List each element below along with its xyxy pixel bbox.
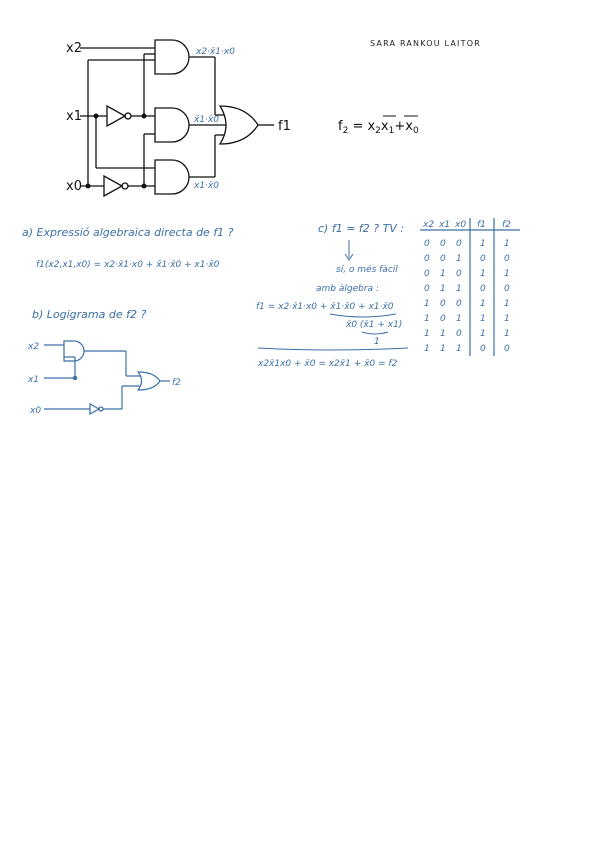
part-a-answer: f1(x2,x1,x0) = x2·x̄1·x0 + x̄1·x̄0 + x1·x̄0 [36, 260, 220, 270]
input-x1-label: x1 [66, 109, 82, 124]
part-c-algebra-line-1: f1 = x2·x̄1·x0 + x̄1·x̄0 + x1·x̄0 [256, 302, 394, 312]
truth-table-cell: 0 [456, 239, 462, 249]
truth-table-row [424, 254, 510, 264]
truth-table-cell: 0 [504, 284, 510, 294]
logigram-junction [73, 376, 77, 380]
truth-table-cell: 0 [440, 239, 446, 249]
truth-table-body [424, 239, 510, 354]
truth-table-header-cell: f2 [502, 220, 511, 230]
underbrace-1 [330, 314, 396, 317]
truth-table-cell: 1 [424, 314, 430, 324]
truth-table-header-cell: f1 [477, 220, 486, 230]
gate-1-annotation: x2·x̄1·x0 [196, 47, 235, 57]
logigram-input-x0: x0 [30, 406, 42, 416]
truth-table-cell: 1 [480, 269, 486, 279]
logigram-and-gate [64, 341, 84, 361]
and-gate-2 [155, 108, 189, 142]
and-gate-3 [155, 160, 189, 194]
truth-table-cell: 0 [424, 239, 430, 249]
truth-table-cell: 0 [424, 254, 430, 264]
circuit-diagram [80, 40, 274, 196]
truth-table-cell: 1 [480, 329, 486, 339]
truth-table-cell: 1 [456, 314, 462, 324]
truth-table-header-cell: x0 [455, 220, 467, 230]
gate-annotations [193, 47, 235, 191]
part-c-algebra-line-2: x̄0 (x̄1 + x1) [346, 320, 403, 330]
truth-table-cell: 1 [504, 314, 510, 324]
part-c-note-2: amb àlgebra : [316, 284, 379, 294]
not-gate-x0 [104, 176, 122, 196]
truth-table-cell: 0 [504, 254, 510, 264]
not-gate-x1 [107, 106, 125, 126]
truth-table-cell: 0 [504, 344, 510, 354]
truth-table-cell: 0 [440, 299, 446, 309]
truth-table-cell: 1 [440, 284, 446, 294]
truth-table-cell: 1 [504, 239, 510, 249]
circuit-labels [66, 41, 291, 194]
logigram-input-x2: x2 [28, 342, 40, 352]
truth-table-header-cell: x1 [439, 220, 451, 230]
truth-table-cell: 0 [424, 284, 430, 294]
truth-table-cell: 1 [504, 329, 510, 339]
truth-table-cell: 1 [424, 329, 430, 339]
author-name: SARA RANKOU LAITOR [370, 39, 481, 48]
truth-table-cell: 0 [456, 299, 462, 309]
and-gate-1 [155, 40, 189, 74]
truth-table-row [424, 329, 510, 339]
f2-expression: $f_2 = x_2x_1+x_0$ [338, 119, 419, 136]
truth-table-cell: 0 [480, 344, 486, 354]
output-f1-label: f1 [278, 119, 291, 134]
truth-table-cell: 0 [440, 314, 446, 324]
part-c-note-1: sí, o més fàcil [336, 265, 398, 275]
truth-table-row [424, 269, 510, 279]
truth-table-row [424, 344, 510, 354]
truth-table-header-cell: x2 [423, 220, 435, 230]
truth-table-cell: 0 [456, 269, 462, 279]
truth-table-cell: 1 [504, 299, 510, 309]
truth-table-cell: 1 [456, 254, 462, 264]
truth-table-cell: 1 [424, 299, 430, 309]
logigram-output-f2: f2 [172, 378, 181, 388]
truth-table-cell: 1 [504, 269, 510, 279]
logigram-not-gate [90, 404, 99, 414]
f2-logigram [44, 341, 170, 414]
truth-table-cell: 0 [480, 284, 486, 294]
truth-table-cell: 0 [424, 269, 430, 279]
truth-table-row [424, 284, 510, 294]
part-c-algebra-line-4: x2x̄1x0 + x̄0 = x2x̄1 + x̄0 = f2 [258, 359, 398, 369]
logigram-or-gate [138, 372, 160, 390]
part-a-title: a) Expressió algebraica directa de f1 ? [22, 226, 234, 239]
truth-table-cell: 1 [456, 344, 462, 354]
truth-table-row [424, 239, 510, 249]
truth-table-cell: 1 [424, 344, 430, 354]
logigram-input-x1: x1 [28, 375, 40, 385]
underbrace-2 [362, 332, 388, 334]
part-b-title: b) Logigrama de f2 ? [32, 308, 147, 321]
truth-table-row [424, 299, 510, 309]
circuit-junctions [86, 114, 147, 189]
input-x2-label: x2 [66, 41, 82, 56]
truth-table-header [422, 220, 511, 230]
truth-table-cell: 1 [440, 344, 446, 354]
truth-table-cell: 0 [480, 254, 486, 264]
truth-table-cell: 1 [440, 329, 446, 339]
part-c-title: c) f1 = f2 ? TV : [318, 222, 405, 235]
truth-table-cell: 1 [480, 299, 486, 309]
truth-table [420, 218, 520, 356]
truth-table-cell: 1 [440, 269, 446, 279]
gate-2-annotation: x̄1·x̄0 [194, 115, 219, 125]
gate-3-annotation: x1·x̄0 [194, 181, 219, 191]
truth-table-cell: 1 [480, 239, 486, 249]
truth-table-row [424, 314, 510, 324]
truth-table-cell: 0 [456, 329, 462, 339]
part-c-algebra-line-3: 1 [374, 337, 380, 347]
truth-table-cell: 1 [480, 314, 486, 324]
truth-table-cell: 1 [456, 284, 462, 294]
underbrace-3 [258, 348, 408, 350]
input-x0-label: x0 [66, 179, 82, 194]
truth-table-cell: 0 [440, 254, 446, 264]
